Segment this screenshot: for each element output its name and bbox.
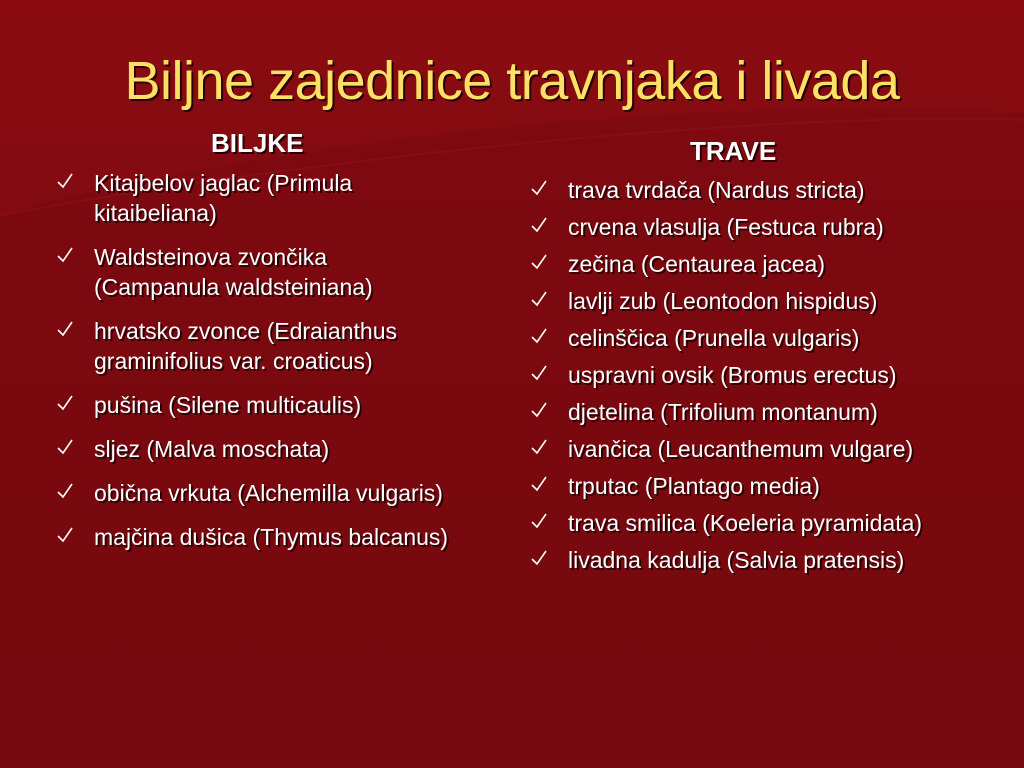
list-item-text: trava tvrdača (Nardus stricta) [568, 177, 865, 203]
list-item-text: obična vrkuta (Alchemilla vulgaris) [94, 480, 443, 506]
list-item [530, 212, 1000, 242]
list-item-text: ivančica (Leucanthemum vulgare) [568, 436, 914, 462]
check-icon [56, 481, 74, 501]
check-icon [530, 252, 548, 272]
list-item-text: hrvatsko zvonce (Edraianthus graminifolius var. croaticus) [94, 318, 397, 374]
list-item [56, 522, 456, 552]
list-item-text: Waldsteinova zvončika (Campanula waldsteiniana) [94, 244, 373, 300]
check-icon [530, 326, 548, 346]
list-item [56, 242, 456, 302]
list-item-text: celinščica (Prunella vulgaris) [568, 325, 860, 351]
check-icon [56, 171, 74, 191]
check-icon [530, 400, 548, 420]
check-icon [56, 437, 74, 457]
list-item [530, 175, 1000, 205]
check-icon [530, 215, 548, 235]
list-item [56, 390, 456, 420]
list-item-text: trava smilica (Koeleria pyramidata) [568, 510, 923, 536]
check-icon [56, 245, 74, 265]
biljke-heading: BILJKE [211, 128, 304, 158]
list-item [530, 471, 1000, 501]
check-icon [530, 289, 548, 309]
trave-heading: TRAVE [690, 136, 777, 166]
check-icon [56, 525, 74, 545]
list-item [530, 249, 1000, 279]
slide-title: Biljne zajednice travnjaka i livada [124, 51, 900, 111]
check-icon [56, 393, 74, 413]
trave-list [530, 175, 1000, 582]
list-item-text: djetelina (Trifolium montanum) [568, 399, 878, 425]
check-icon [530, 363, 548, 383]
list-item [56, 478, 456, 508]
check-icon [530, 511, 548, 531]
list-item [530, 360, 1000, 390]
check-icon [530, 178, 548, 198]
list-item-text: zečina (Centaurea jacea) [568, 251, 825, 277]
list-item [56, 168, 456, 228]
list-item [530, 434, 1000, 464]
list-item-text: livadna kadulja (Salvia pratensis) [568, 547, 905, 573]
list-item-text: Kitajbelov jaglac (Primula kitaibeliana) [94, 170, 353, 226]
list-item [530, 545, 1000, 575]
list-item-text: trputac (Plantago media) [568, 473, 820, 499]
list-item [530, 323, 1000, 353]
list-item-text: pušina (Silene multicaulis) [94, 392, 362, 418]
list-item [530, 286, 1000, 316]
check-icon [56, 319, 74, 339]
list-item [56, 316, 456, 376]
list-item-text: lavlji zub (Leontodon hispidus) [568, 288, 878, 314]
biljke-list [56, 168, 456, 566]
list-item-text: sljez (Malva moschata) [94, 436, 330, 462]
list-item [56, 434, 456, 464]
list-item [530, 397, 1000, 427]
list-item-text: majčina dušica (Thymus balcanus) [94, 524, 449, 550]
list-item-text: crvena vlasulja (Festuca rubra) [568, 214, 884, 240]
check-icon [530, 548, 548, 568]
check-icon [530, 437, 548, 457]
list-item [530, 508, 1000, 538]
check-icon [530, 474, 548, 494]
list-item-text: uspravni ovsik (Bromus erectus) [568, 362, 897, 388]
